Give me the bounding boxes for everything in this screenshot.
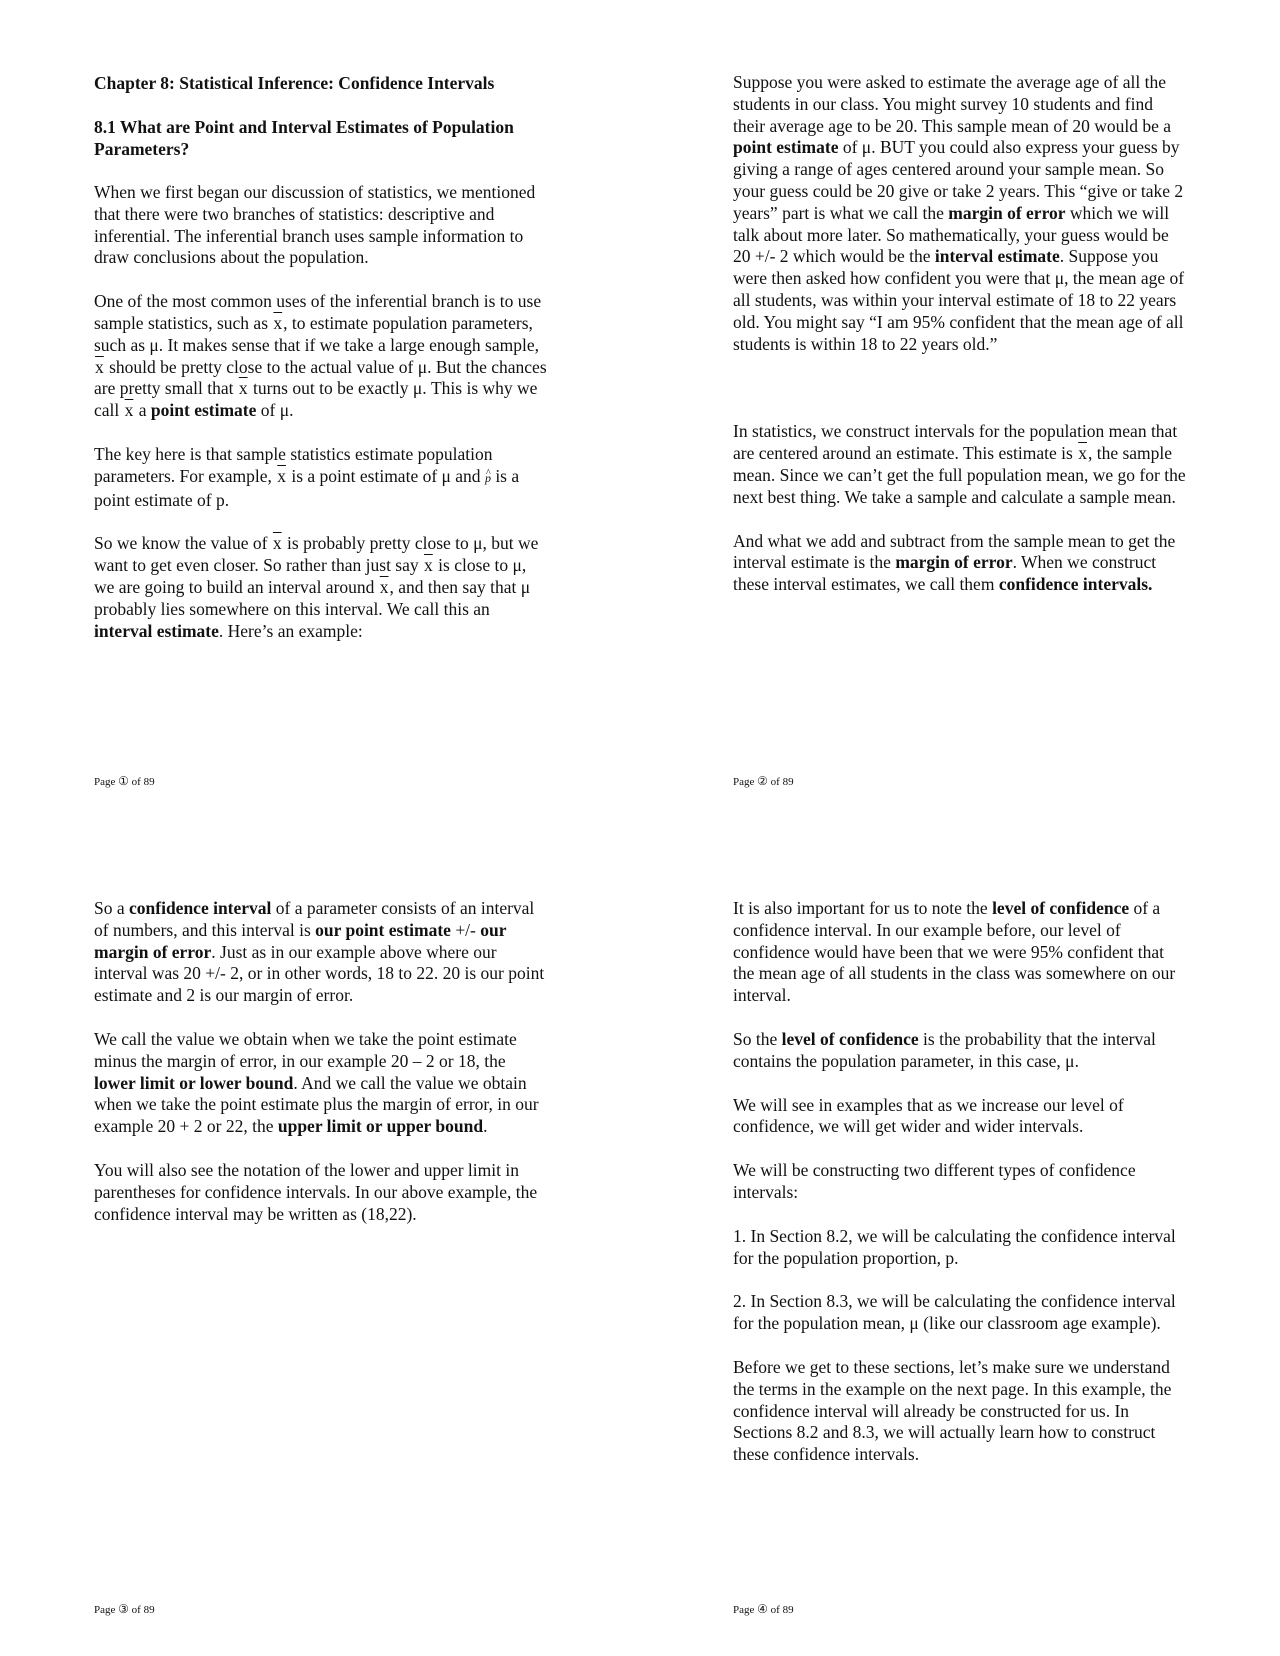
list-item: 1. In Section 8.2, we will be calculating the confidence interval for the population proportion, p. xyxy=(733,1225,1176,1268)
paragraph: We call the value we obtain when we take the point estimate minus the margin of error, in our example 20 – 2 or 18, the lower limit or lower bound. And we call the value we obtain when we take the point estimate plus the margin of error, in our example 20 + 2 or 22, the upper limit or upper bound. xyxy=(94,1028,539,1137)
paragraph: So we know the value of $\overline{x}$ is probably pretty close to μ, but we want to get even closer. So rather than just say $\overline{x}$ is close to μ, we are going to build an interval around $\overline{x}$, and then say that μ probably lies somewhere on this interval. We call this an interval estimate. Here’s an example: xyxy=(94,533,539,641)
list-item: 2. In Section 8.3, we will be calculating the confidence interval for the population mean, μ (like our classroom age example). xyxy=(733,1291,1176,1334)
paragraph: And what we add and subtract from the sample mean to get the interval estimate is the margin of error. When we construct these interval estimates, we call them confidence intervals. xyxy=(733,530,1176,595)
x-bar-symbol: $\overline{x}$ xyxy=(424,555,433,576)
section-title: 8.1 What are Point and Interval Estimates of Population Parameters? xyxy=(94,117,514,159)
x-bar-symbol: $\overline{x}$ xyxy=(273,312,283,333)
x-bar-symbol: $\overline{x}$ xyxy=(1078,443,1087,464)
paragraph: Suppose you were asked to estimate the average age of all the students in our class. You might survey 10 students and find their average age to be 20. This sample mean of 20 would be a point estimate of μ. BUT you could also express your guess by giving a range of ages centered around your sample mean. So your guess could be 20 give or take 2 years. This “give or take 2 years” part is what we call the margin of error which we will talk about more later. So mathematically, your guess would be 20 +/- 2 which would be the interval estimate. Suppose you were then asked how confident you were that μ, the mean age of all students, was within your interval estimate of 18 to 22 years old. You might say “I am 95% confident that the mean age of all students is within 18 to 22 years old.” xyxy=(733,72,1185,354)
page-4 xyxy=(733,898,1188,1488)
x-bar-symbol: $\overline{x}$ xyxy=(272,533,282,554)
paragraph: We will be constructing two different types of confidence intervals: xyxy=(733,1160,1136,1202)
paragraph: You will also see the notation of the lower and upper limit in parentheses for confidence intervals. In our above example, the confidence interval may be written as (18,22). xyxy=(94,1159,538,1224)
page-number: Page ④ of 89 xyxy=(733,1602,794,1616)
page-3 xyxy=(94,898,549,1247)
paragraph: When we first began our discussion of statistics, we mentioned that there were two branches of statistics: descriptive and inferential. The inferential branch uses sample information to draw conclusions about the population. xyxy=(94,182,536,268)
paragraph: One of the most common uses of the inferential branch is to use sample statistics, such as $\overline{x}$, to estimate population parameters, such as μ. It makes sense that if we take a large enough sample, $\overline{x}$ should be pretty close to the actual value of μ. But the chances are pretty small that $\overline{x}$ turns out to be exactly μ. This is why we call $\overline{x}$ a point estimate of μ. xyxy=(94,291,547,421)
page-1 xyxy=(94,72,549,664)
paragraph: Before we get to these sections, let’s make sure we understand the terms in the example on the next page. In this example, the confidence interval will already be constructed for us. In Sections 8.2 and 8.3, we will actually learn how to construct these confidence intervals. xyxy=(733,1356,1172,1465)
paragraph: We will see in examples that as we increase our level of confidence, we will get wider and wider intervals. xyxy=(733,1094,1124,1137)
paragraph: In statistics, we construct intervals for the population mean that are centered around an estimate. This estimate is $\overline{x}$, the sample mean. Since we can’t get the full population mean, we go for the next best thing. We take a sample and calculate a sample mean. xyxy=(733,421,1186,507)
page-number: Page ③ of 89 xyxy=(94,1602,155,1616)
page-number: Page ② of 89 xyxy=(733,774,794,788)
paragraph: The key here is that sample statistics estimate population parameters. For example, $\overline{x}$ is a point estimate of μ and ^ p is a point estimate of p. xyxy=(94,444,549,511)
paragraph: So a confidence interval of a parameter consists of an interval of numbers, and this interval is our point estimate +/- our margin of error. Just as in our example above where our interval was 20 +/- 2, or in other words, 18 to 22. 20 is our point estimate and 2 is our margin of error. xyxy=(94,898,545,1006)
chapter-title: Chapter 8: Statistical Inference: Confidence Intervals xyxy=(94,73,495,93)
x-bar-symbol: $\overline{x}$ xyxy=(379,576,389,597)
paragraph: It is also important for us to note the level of confidence of a confidence interval. In our example before, our level of confidence would have been that we were 95% confident that the mean age of all students in the class was somewhere on our interval. xyxy=(733,898,1176,1006)
x-bar-symbol: $\overline{x}$ xyxy=(95,356,104,377)
x-bar-symbol: $\overline{x}$ xyxy=(238,378,248,399)
page-number: Page ① of 89 xyxy=(94,774,155,788)
x-bar-symbol: $\overline{x}$ xyxy=(277,465,286,486)
page-2 xyxy=(733,72,1188,618)
x-bar-symbol: $\overline{x}$ xyxy=(124,400,134,421)
p-hat-symbol: ^ p xyxy=(485,471,491,485)
paragraph: So the level of confidence is the probability that the interval contains the population parameter, in this case, μ. xyxy=(733,1028,1156,1071)
